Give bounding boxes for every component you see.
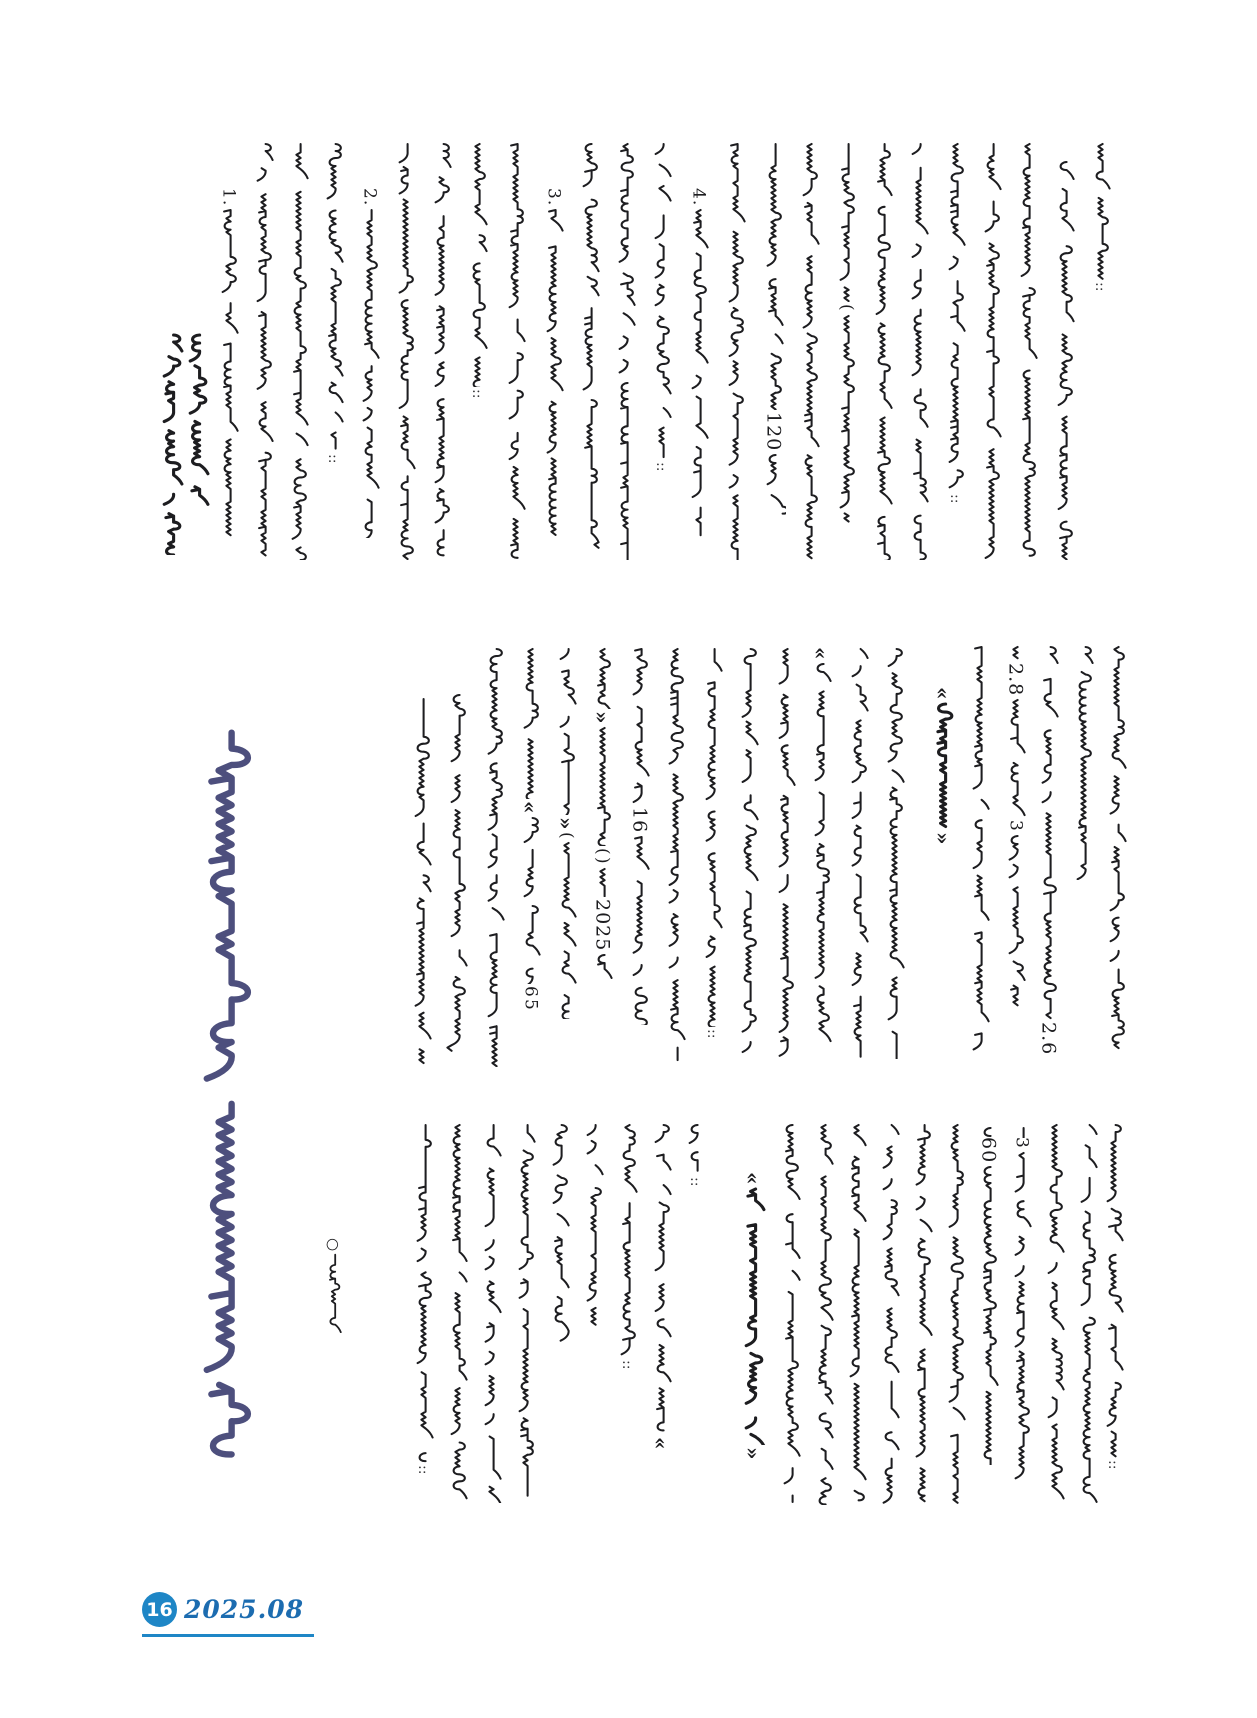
mongolian-text-column [682,1123,708,1186]
script-stroke-segment [682,1123,708,1175]
script-line-art [546,1123,572,1353]
script-stroke-segment [843,1123,869,1505]
script-line-art [576,142,602,560]
section-heading-column [740,1172,766,1459]
list-item-column [356,188,382,538]
script-stroke-segment [808,662,834,1047]
script-stroke-segment [444,1123,470,1503]
script-line-art [392,142,418,560]
script-stroke-segment [760,142,786,410]
parenthesis-mark: ( [556,831,577,840]
script-stroke-segment [662,647,688,1062]
script-stroke-segment [833,314,859,524]
mongolian-text-column [1035,645,1061,1055]
parenthesis-mark: ) [592,857,613,865]
inline-numeral: 3 [1011,1137,1032,1149]
script-line-art [626,647,652,805]
script-stroke-segment [546,1123,572,1353]
mongolian-text-column [512,1123,538,1498]
script-stroke-segment [553,841,579,1019]
mongolian-text-column [662,647,688,1062]
mongolian-text-column [1041,1123,1067,1505]
script-stroke-segment [320,142,346,452]
script-stroke-segment [626,835,652,1025]
mongolian-text-column [845,647,871,1059]
script-stroke-segment [905,142,931,560]
script-line-art [777,1123,803,1505]
mongolian-text-column [796,142,822,560]
credit-text-column [158,333,184,555]
script-stroke-segment [517,647,543,799]
mongolian-text-column [502,142,528,560]
inline-numeral: 120 [762,412,785,452]
quote-mark: » [931,831,955,844]
script-line-art [796,142,822,560]
script-line-art [833,142,859,302]
script-line-art [553,647,579,815]
script-line-art [772,647,798,1059]
script-line-art [410,1123,436,1463]
mongolian-text-column [1002,645,1028,1009]
script-line-art [1074,1123,1100,1505]
script-stroke-segment [1002,834,1028,1009]
script-stroke-segment [1035,645,1061,1020]
quote-mark: « [518,801,542,814]
list-item-column [540,188,566,538]
script-stroke-segment [869,142,895,560]
page-number-badge: 16 [142,1592,177,1627]
script-stroke-segment [192,728,258,1458]
script-stroke-segment [215,208,241,538]
script-line-art [1100,1123,1126,1458]
mongolian-text-column [444,693,470,1067]
script-line-art [1002,834,1028,1009]
script-stroke-segment [444,693,470,1067]
script-stroke-segment [392,142,418,560]
mongolian-full-stop: :: [325,454,341,464]
script-stroke-segment [614,1123,640,1358]
script-stroke-segment [464,142,490,387]
mongolian-text-column [320,142,346,463]
mongolian-text-column [517,647,543,1011]
mongolian-full-stop: :: [687,1177,703,1187]
script-stroke-segment [975,1165,1001,1465]
mongolian-text-column [428,142,454,560]
mongolian-text-column [1070,645,1096,880]
script-stroke-segment [184,333,210,518]
script-stroke-segment [1103,645,1129,1053]
script-stroke-segment [796,142,822,560]
list-item-column [215,188,241,538]
script-stroke-segment [722,142,748,560]
script-stroke-segment [408,697,434,1067]
mongolian-text-column [576,142,602,560]
script-line-art [808,662,834,1047]
script-line-art [1103,645,1129,1053]
mongolian-text-column [810,1123,836,1505]
mongolian-text-column [392,142,418,560]
script-line-art [942,142,968,492]
inline-numeral: 3. [543,188,564,207]
mongolian-full-stop: :: [619,1360,635,1370]
script-line-art [320,142,346,452]
inline-numeral: 4. [688,188,709,207]
script-line-art [685,208,711,538]
script-stroke-segment [876,1123,902,1505]
script-line-art [648,1123,674,1435]
script-stroke-segment [685,208,711,538]
script-line-art [285,142,311,560]
script-stroke-segment [966,645,992,1060]
script-line-art [942,1123,968,1505]
script-line-art [682,1123,708,1175]
script-line-art [648,142,674,460]
mongolian-text-column [1087,142,1113,291]
script-line-art [614,1123,640,1358]
script-stroke-segment [356,208,382,538]
script-stroke-segment [975,1123,1001,1135]
quote-mark: « [931,687,955,700]
script-line-art [881,647,907,1059]
script-line-art [580,1123,606,1328]
mongolian-text-column [975,1123,1001,1465]
parenthesis-mark: ( [592,847,613,856]
mongolian-text-column [553,647,579,1019]
script-stroke-segment [1070,645,1096,880]
script-line-art [502,142,528,560]
script-line-art [662,647,688,1062]
mongolian-full-stop: :: [1092,282,1108,292]
script-line-art [1002,698,1028,818]
quote-mark: » [554,817,578,830]
script-stroke-segment [1074,1123,1100,1505]
script-line-art [966,645,992,1060]
script-stroke-segment [760,453,786,523]
mongolian-text-column [772,647,798,1059]
script-line-art [1014,142,1040,560]
script-line-art [909,1123,935,1505]
script-stroke-segment [1051,160,1077,560]
script-stroke-segment [833,142,859,302]
script-line-art [905,142,931,560]
mongolian-text-column [735,647,761,1055]
script-stroke-segment [589,953,615,993]
inline-numeral: 2.8 [1004,663,1027,697]
mongolian-text-column [833,142,859,524]
mongolian-text-column [699,647,725,1038]
script-stroke-segment [1008,1151,1034,1481]
mongolian-text-column [464,142,490,398]
script-line-art [408,697,434,1067]
script-line-art [833,314,859,524]
script-stroke-segment [626,647,652,805]
mongolian-text-column [966,645,992,1060]
script-stroke-segment [772,647,798,1059]
mongolian-text-column [808,647,834,1047]
script-stroke-segment [322,1253,344,1333]
script-line-art [444,693,470,1067]
inline-numeral: 3 [1005,820,1026,833]
script-stroke-segment [1008,1123,1034,1135]
mongolian-text-column [1008,1123,1034,1481]
mongolian-text-column [580,1123,606,1328]
script-line-art [735,647,761,1055]
script-stroke-segment [1002,698,1028,818]
script-stroke-segment [930,702,956,830]
mongolian-text-column [777,1123,803,1505]
script-stroke-segment [285,142,311,560]
mongolian-full-stop: :: [704,1029,720,1039]
byline-bullet-icon: ○ [324,1238,343,1252]
script-line-art [760,142,786,410]
credit-text-column [184,333,210,518]
script-stroke-segment [740,1187,766,1445]
script-stroke-segment [589,647,615,709]
inline-numeral: 2025 [591,898,614,952]
quote-mark: « [741,1172,765,1185]
mongolian-text-column [1103,645,1129,1053]
mongolian-full-stop: :: [1105,1460,1121,1470]
script-stroke-segment [1041,1123,1067,1505]
script-stroke-segment [942,142,968,492]
script-line-art [930,702,956,830]
script-line-art [512,1123,538,1498]
mongolian-full-stop: :: [947,494,963,504]
script-line-art [975,1165,1001,1465]
mongolian-text-column [408,697,434,1067]
mongolian-text-column [1014,142,1040,560]
mongolian-full-stop: :: [653,462,669,472]
mongolian-text-column [722,142,748,560]
inline-numeral: 5 [520,999,541,1012]
mongolian-text-column [612,142,638,560]
script-stroke-segment [540,208,566,538]
mongolian-text-column [481,647,507,1067]
script-line-art [322,1253,344,1333]
mongolian-text-column [648,1123,674,1450]
script-line-art [1051,160,1077,560]
script-line-art [517,816,543,984]
mongolian-full-stop: :: [415,1465,431,1475]
mongolian-text-column [546,1123,572,1353]
quote-mark: « [809,647,833,660]
script-line-art [810,1123,836,1505]
script-stroke-segment [589,726,615,846]
mongolian-text-column [909,1123,935,1505]
author-byline-column [322,1238,344,1333]
mongolian-text-column [876,1123,902,1505]
script-line-art [250,142,276,560]
script-line-art [553,841,579,1019]
script-line-art [612,142,638,560]
script-stroke-segment [1014,142,1040,560]
script-stroke-segment [942,1123,968,1505]
mongolian-text-column [843,1123,869,1505]
mongolian-text-column [881,647,907,1059]
script-line-art [722,142,748,560]
mongolian-text-column [478,1123,504,1503]
script-line-art [760,453,786,523]
script-stroke-segment [158,333,184,555]
script-line-art [1041,1123,1067,1505]
script-stroke-segment [410,1123,436,1463]
mongolian-text-column [410,1123,436,1474]
script-stroke-segment [845,647,871,1059]
script-line-art [1008,1151,1034,1481]
article-title-column [192,728,258,1458]
inline-numeral: 1. [218,188,239,207]
script-stroke-segment [502,142,528,560]
mongolian-text-column [942,1123,968,1505]
script-line-art [869,142,895,560]
quote-mark: » [590,711,614,724]
script-stroke-segment [517,816,543,984]
script-line-art [626,835,652,1025]
page-footer [142,1592,314,1637]
mongolian-text-column [250,142,276,560]
inline-numeral: 6 [520,985,541,998]
script-line-art [478,1123,504,1503]
inline-numeral: 2.6 [1037,1022,1060,1056]
script-stroke-segment [810,1123,836,1505]
script-stroke-segment [428,142,454,560]
quote-mark: » [741,1446,765,1459]
mongolian-text-column [978,142,1004,560]
script-line-art [356,208,382,538]
script-stroke-segment [580,1123,606,1328]
script-stroke-segment [881,647,907,1059]
script-line-art [589,867,615,897]
script-stroke-segment [648,142,674,460]
mongolian-text-column [1074,1123,1100,1505]
mongolian-text-column [760,142,786,523]
script-stroke-segment [735,647,761,1055]
script-line-art [540,208,566,538]
script-stroke-segment [1087,142,1113,280]
script-line-art [589,647,615,709]
mongolian-text-column [589,647,615,993]
script-stroke-segment [648,1123,674,1435]
issue-date: 2025.08 [184,1595,305,1624]
quote-mark: « [649,1437,673,1450]
script-line-art [843,1123,869,1505]
parenthesis-mark: ( [836,304,857,312]
mongolian-text-column [1051,160,1077,560]
script-line-art [845,647,871,1059]
script-line-art [428,142,454,560]
section-heading-column [930,687,956,844]
script-stroke-segment [250,142,276,560]
mongolian-text-column [869,142,895,560]
script-line-art [699,647,725,1027]
script-line-art [589,726,615,846]
script-line-art [517,647,543,799]
script-stroke-segment [777,1123,803,1505]
script-line-art [1070,645,1096,880]
inline-numeral: 16 [628,807,651,834]
script-line-art [444,1123,470,1503]
mongolian-text-column [942,142,968,503]
mongolian-text-column [626,647,652,1025]
script-stroke-segment [909,1123,935,1505]
script-line-art [1035,645,1061,1020]
script-line-art [740,1187,766,1445]
inline-numeral: 2. [359,188,380,207]
script-line-art [876,1123,902,1505]
script-stroke-segment [1100,1123,1126,1458]
script-line-art [215,208,241,538]
script-stroke-segment [699,647,725,1027]
script-line-art [184,333,210,518]
script-stroke-segment [612,142,638,560]
script-line-art [1002,645,1028,661]
inline-numeral: 60 [977,1137,1000,1164]
script-line-art [589,953,615,993]
script-line-art [158,333,184,555]
script-line-art [978,142,1004,560]
mongolian-text-column [648,142,674,471]
script-stroke-segment [576,142,602,560]
script-line-art [1087,142,1113,280]
script-line-art [481,647,507,1067]
script-line-art [192,728,258,1458]
mongolian-text-column [285,142,311,560]
script-stroke-segment [512,1123,538,1498]
mongolian-full-stop: :: [469,389,485,399]
list-item-column [685,188,711,538]
script-stroke-segment [1002,645,1028,661]
script-stroke-segment [589,867,615,897]
mongolian-text-column [614,1123,640,1369]
mongolian-text-column [444,1123,470,1503]
script-stroke-segment [481,647,507,1067]
mongolian-text-column [1100,1123,1126,1469]
mongolian-text-column [905,142,931,560]
script-stroke-segment [478,1123,504,1503]
script-stroke-segment [978,142,1004,560]
script-stroke-segment [553,647,579,815]
script-line-art [464,142,490,387]
